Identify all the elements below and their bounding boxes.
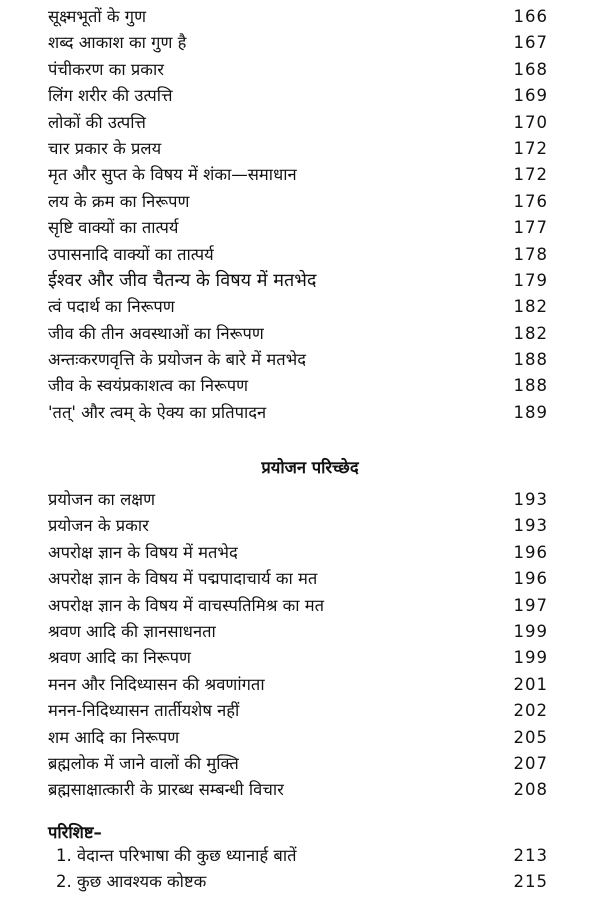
toc-entry-page: 196 (513, 569, 548, 589)
toc-row (48, 136, 548, 162)
toc-entry-title: अपरोक्ष ज्ञान के विषय में मतभेद (48, 542, 238, 562)
toc-row (48, 268, 548, 294)
toc-entry-title: मनन और निदिध्यासन की श्रवणांगता (48, 674, 265, 694)
toc-entry-title: ब्रह्मलोक में जाने वालों की मुक्ति (48, 753, 239, 773)
toc-entry-page: 197 (513, 595, 548, 615)
toc-entry-title: उपासनादि वाक्यों का तात्पर्य (48, 244, 214, 264)
toc-row (48, 321, 548, 347)
toc-entry-title: जीव के स्वयंप्रकाशत्व का निरूपण (48, 376, 249, 396)
toc-entry-title: श्रवण आदि का निरूपण (48, 648, 191, 668)
toc-entry-title: मनन-निदिध्यासन तार्तीयशेष नहीं (48, 701, 240, 721)
toc-row (48, 513, 548, 539)
toc-row (48, 83, 548, 109)
toc-row (48, 110, 548, 136)
toc-row (48, 189, 548, 215)
toc-row (48, 215, 548, 241)
toc-row (48, 242, 548, 268)
toc-entry-page: 179 (513, 270, 548, 290)
toc-entry-title: ब्रह्मसाक्षात्कारी के प्रारब्ध सम्बन्धी विचार (48, 780, 284, 800)
toc-entry-title: प्रयोजन के प्रकार (48, 516, 149, 536)
toc-row (48, 566, 548, 592)
toc-entry-title: पंचीकरण का प्रकार (48, 59, 164, 79)
toc-row (48, 672, 548, 698)
toc-entry-title: श्रवण आदि की ज्ञानसाधनता (48, 621, 216, 641)
toc-entry-page: 166 (513, 7, 548, 26)
toc-row (48, 751, 548, 777)
toc-entry-title: अपरोक्ष ज्ञान के विषय में पद्मपादाचार्य का मत (48, 569, 318, 589)
toc-entry-title: अपरोक्ष ज्ञान के विषय में वाचस्पतिमिश्र का मत (48, 595, 325, 615)
toc-row (48, 4, 548, 30)
toc-row (48, 593, 548, 619)
toc-entry-title: शम आदि का निरूपण (48, 727, 180, 747)
toc-entry-title: शब्द आकाश का गुण है (48, 33, 187, 53)
toc-row (48, 162, 548, 188)
toc-entry-page: 172 (513, 165, 548, 185)
toc-entry-page: 169 (513, 86, 548, 106)
toc-entry-title: ईश्वर और जीव चैतन्य के विषय में मतभेद (48, 269, 317, 291)
section-heading: प्रयोजन परिच्छेद (261, 458, 359, 477)
toc-row (48, 698, 548, 724)
toc-entry-page: 196 (513, 542, 548, 562)
toc-entry-page: 201 (513, 674, 548, 694)
toc-row (48, 30, 548, 56)
toc-row (56, 843, 548, 869)
toc-entry-page: 188 (513, 350, 548, 370)
toc-entry-title: लोकों की उत्पत्ति (48, 112, 146, 132)
toc-entry-title: मृत और सुप्त के विषय में शंका—समाधान (48, 165, 297, 185)
toc-entry-page: 193 (513, 490, 548, 509)
toc-entry-page: 168 (513, 59, 548, 79)
toc-row (48, 400, 548, 426)
toc-entry-title: त्वं पदार्थ का निरूपण (48, 297, 175, 317)
toc-row (48, 777, 548, 803)
toc-entry-page: 188 (513, 376, 548, 396)
toc-entry-title: सूक्ष्मभूतों के गुण (48, 7, 147, 26)
toc-entry-page: 182 (513, 297, 548, 317)
toc-entry-page: 193 (513, 516, 548, 536)
toc-entry-title: लिंग शरीर की उत्पत्ति (48, 86, 173, 106)
toc-entry-page: 170 (513, 112, 548, 132)
toc-entry-page: 182 (513, 323, 548, 343)
toc-entry-page: 176 (513, 191, 548, 211)
toc-entry-title: प्रयोजन का लक्षण (48, 490, 156, 509)
toc-entry-title: जीव की तीन अवस्थाओं का निरूपण (48, 323, 264, 343)
toc-entry-page: 199 (513, 648, 548, 668)
toc-row (48, 373, 548, 399)
toc-entry-title: सृष्टि वाक्यों का तात्पर्य (48, 218, 179, 238)
toc-entry-page: 172 (513, 138, 548, 158)
appendix-heading: परिशिष्ट– (48, 823, 102, 842)
toc-entry-page: 208 (513, 780, 548, 800)
toc-entry-title: लय के क्रम का निरूपण (48, 191, 190, 211)
toc-row (48, 540, 548, 566)
toc-row (48, 619, 548, 645)
toc-entry-page: 207 (513, 753, 548, 773)
toc-entry-title: 1. वेदान्त परिभाषा की कुछ ध्यानार्ह बातें (56, 846, 297, 865)
toc-entry-page: 167 (513, 33, 548, 53)
toc-entry-page: 215 (513, 872, 548, 892)
toc-entry-page: 177 (513, 218, 548, 238)
toc-entry-page: 213 (513, 846, 548, 865)
appendix-list (56, 843, 548, 896)
toc-entry-page: 189 (513, 402, 548, 422)
toc-entry-page: 199 (513, 621, 548, 641)
toc-entry-title: चार प्रकार के प्रलय (48, 138, 162, 158)
toc-row (48, 57, 548, 83)
toc-list-part2 (48, 487, 548, 804)
toc-entry-title: अन्तःकरणवृत्ति के प्रयोजन के बारे में मतभेद (48, 350, 307, 370)
toc-row (48, 487, 548, 513)
toc-entry-page: 178 (513, 244, 548, 264)
toc-list-part1 (48, 4, 548, 426)
toc-row (48, 294, 548, 320)
toc-row (56, 869, 548, 895)
toc-row (48, 347, 548, 373)
toc-row (48, 645, 548, 671)
toc-entry-page: 205 (513, 727, 548, 747)
toc-entry-page: 202 (513, 701, 548, 721)
toc-row (48, 725, 548, 751)
toc-entry-title: 2. कुछ आवश्यक कोष्टक (56, 872, 207, 892)
toc-entry-title: 'तत्' और त्वम् के ऐक्य का प्रतिपादन (48, 402, 267, 422)
